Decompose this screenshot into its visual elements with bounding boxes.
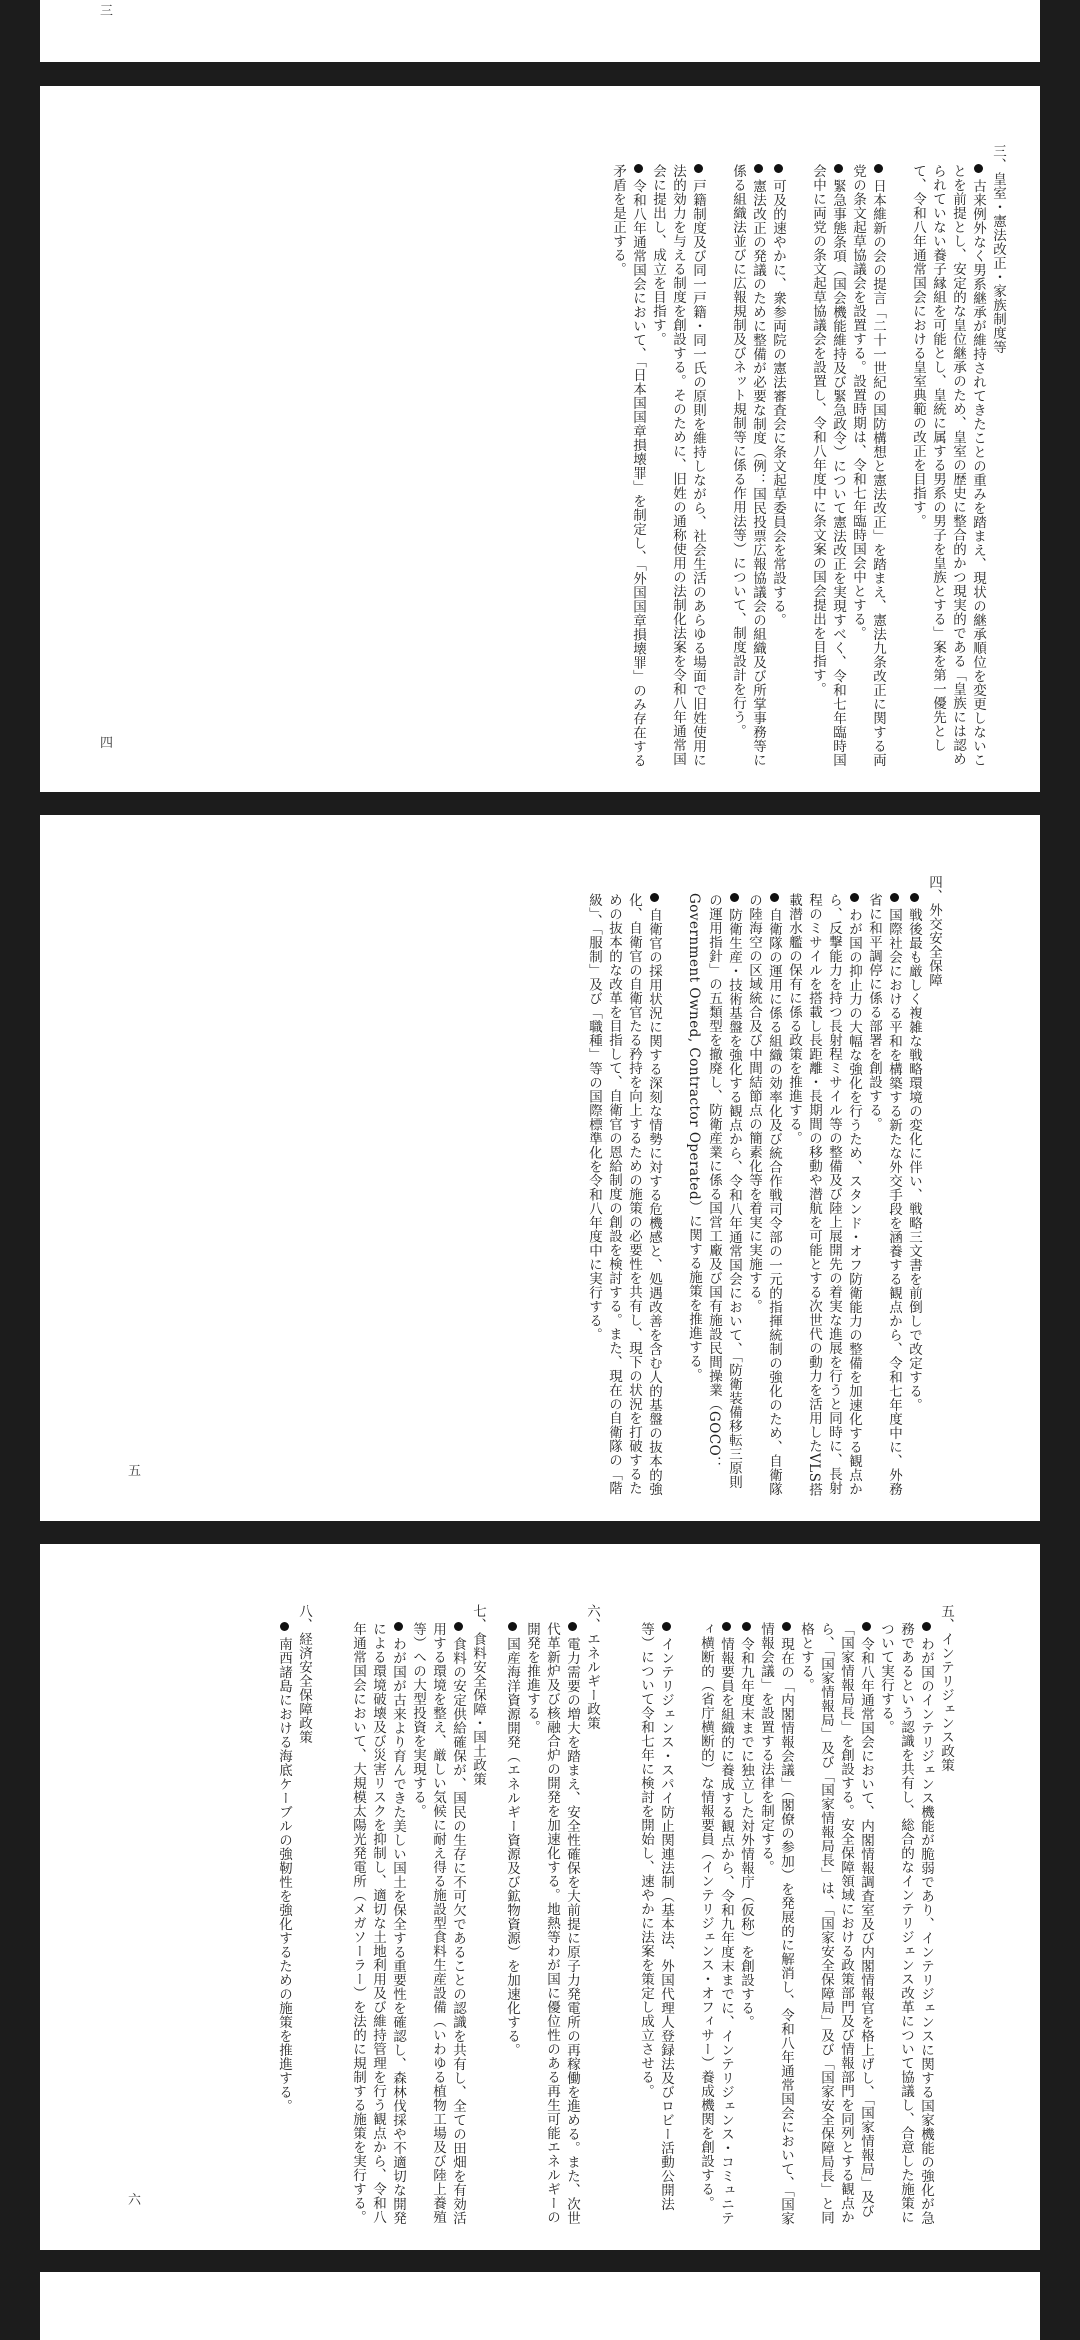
- document-page-1: [40, 0, 1040, 62]
- bullet-text: 令和八年通常国会において、内閣情報調査室及び内閣情報官を格上げし、「国家情報局」及び「国家情報局長」を創設する。安全保障領域における政策部門及び情報部門を同列とする観点から、「国家情報局」及び「国家情報局長」は、「国家安全保障局」及び「国家安全保障局長」と同格とする。: [798, 1622, 874, 2225]
- bullet-item: [708, 164, 768, 770]
- bullet-icon: [922, 1622, 931, 1631]
- bullet-item: [756, 1622, 796, 2228]
- bullet-text: 戸籍制度及び同一戸籍・同一氏の原則を維持しながら、社会生活のあらゆる場面で旧姓使用に法的効力を与える制度を創設する。そのために、旧姓の通称使用の法制化法案を令和八年通常国会に提出し、成立を目指す。: [650, 164, 706, 767]
- bullet-text: 令和九年度末までに独立した対外情報庁（仮称）を創設する。: [738, 1637, 754, 2029]
- bullet-item: [788, 164, 848, 770]
- bullet-item: [502, 1622, 522, 2228]
- bullet-item: [328, 1622, 408, 2228]
- bullet-item: [736, 1622, 756, 2228]
- bullet-text: 南西諸島における海底ケーブルの強靭性を強化するための施策を推進する。: [276, 1637, 292, 2113]
- bullet-text: 情報要員を組織的に養成する観点から、令和九年度末までに、インテリジェンス・コミュニティ横断的（省庁横断的）な情報要員（インテリジェンス・オフィサー）養成機関を創設する。: [698, 1622, 734, 2225]
- page-number: 三: [100, 4, 114, 19]
- bullet-text: 可及的速やかに、衆参両院の憲法審査会に条文起草委員会を常設する。: [770, 179, 786, 627]
- bullet-item: [796, 1622, 876, 2228]
- bullet-text: 日本維新の会の提言「二十一世紀の国防構想と憲法改正」を踏まえ、憲法九条改正に関する両党の条文起草協議会を設置する。設置時期は、令和七年臨時国会中とする。: [850, 164, 886, 767]
- bullet-icon: [910, 893, 919, 902]
- bullet-icon: [770, 893, 779, 902]
- bullet-item: [616, 1622, 676, 2228]
- section-heading: 五、インテリジェンス政策: [938, 1604, 954, 1772]
- bullet-text: 令和八年通常国会において、「日本国国章損壊罪」を制定し、「外国国章損壊罪」のみ存在する矛盾を是正する。: [610, 164, 646, 768]
- bullet-icon: [862, 1622, 871, 1631]
- bullet-icon: [454, 1622, 463, 1631]
- bullet-item: [848, 164, 888, 770]
- bullet-text: 国産海洋資源開発（エネルギー資源及び鉱物資源）を加速化する。: [504, 1637, 520, 2057]
- bullet-icon: [394, 1622, 403, 1631]
- bullet-icon: [694, 164, 703, 173]
- bullet-icon: [280, 1622, 289, 1631]
- bullet-text: わが国の抑止力の大幅な強化を行うため、スタンド・オフ防衛能力の整備を加速化する観点から、反撃能力を持つ長射程ミサイル等の整備及び陸上展開先の着実な進展を行うと同時に、長射程のミサイルを搭載し長距離・長期間の移動や潜航を可能とする次世代の動力を活用したVLS搭載潜水艦の保有に係る政策を推進する。: [786, 893, 862, 1497]
- bullet-icon: [662, 1622, 671, 1631]
- bullet-icon: [730, 893, 739, 902]
- page-number: 六: [128, 2193, 142, 2208]
- document-page-2: [40, 86, 1040, 792]
- bullet-text: わが国が古来より育んできた美しい国土を保全する重要性を確認し、森林伐採や不適切な開発による環境破壊及び災害リスクを抑制し、適切な土地利用及び維持管理を行う観点から、令和八年通常国会において、大規模太陽光発電所（メガソーラー）を法的に規制する施策を実行する。: [350, 1622, 406, 2225]
- bullet-item: [904, 893, 924, 1499]
- section-heading: 八、経済安全保障政策: [296, 1604, 312, 1744]
- section-heading: 三、皇室・憲法改正・家族制度等: [990, 144, 1006, 354]
- section-heading: 七、食料安全保障・国土政策: [470, 1604, 486, 1786]
- bullet-icon: [974, 164, 983, 173]
- bullet-text: 電力需要の増大を踏まえ、安全性確保を大前提に原子力発電所の再稼働を進める。また、次世代革新炉及び核融合炉の開発を加速化する。地熱等わが国に優位性のある再生可能エネルギーの開発を推進する。: [524, 1622, 580, 2225]
- bullet-item: [676, 1622, 736, 2228]
- bullet-icon: [508, 1622, 517, 1631]
- bullet-text: 緊急事態条項（国会機能維持及び緊急政令）について憲法改正を実現すべく、令和七年臨時国会中に両党の条文起草協議会を設置し、令和八年度中に条文案の国会提出を目指す。: [810, 164, 846, 767]
- document-page-5: [40, 2272, 1040, 2340]
- bullet-icon: [722, 1622, 731, 1631]
- bullet-text: 自衛官の採用状況に関する深刻な情勢に対する危機感と、処遇改善を含む人的基盤の抜本的強化、自衛官の自衛官たる矜持を向上するための施策の必要性を共有し、現下の状況を打破するための抜本的な改革を目指して、自衛官の恩給制度の創設を検討する。また、現在の自衛隊の「階級」、「服制」及び「職種」等の国際標準化を令和八年度中に実行する。: [586, 893, 662, 1496]
- bullet-text: わが国のインテリジェンス機能が脆弱であり、インテリジェンスに関する国家機能の強化が急務であるという認識を共有し、総合的なインテリジェンス改革について協議し、合意した施策について実行する。: [878, 1622, 934, 2225]
- bullet-icon: [742, 1622, 751, 1631]
- document-page-4: [40, 1544, 1040, 2250]
- section-heading: 六、エネルギー政策: [584, 1604, 600, 1730]
- document-page-3: [40, 815, 1040, 1521]
- bullet-icon: [634, 164, 643, 173]
- bullet-icon: [568, 1622, 577, 1631]
- bullet-text: 古来例外なく男系継承が維持されてきたことの重みを踏まえ、現状の継承順位を変更しないことを前提とし、安定的な皇位継承のため、皇室の歴史に整合的かつ現実的である「皇族には認められていない養子縁組を可能とし、皇統に属する男系の男子を皇族とする」案を第一優先として、令和八年通常国会における皇室典範の改正を目指す。: [910, 164, 986, 767]
- bullet-item: [888, 164, 988, 770]
- bullet-icon: [650, 893, 659, 902]
- bullet-item: [664, 893, 744, 1499]
- bullet-item: [784, 893, 864, 1499]
- bullet-item: [744, 893, 784, 1499]
- bullet-icon: [774, 164, 783, 173]
- bullet-text: 食料の安定供給確保が、国民の生存に不可欠であることの認識を共有し、全ての田畑を有効活用する環境を整え、厳しい気候に耐え得る施設型食料生産設備（いわゆる植物工場及び陸上養殖等）への大型投資を実現する。: [410, 1622, 466, 2225]
- bullet-item: [408, 1622, 468, 2228]
- bullet-text: 国際社会における平和を構築する新たな外交手段を涵養する観点から、令和七年度中に、外務省に和平調停に係る部署を創設する。: [866, 893, 902, 1496]
- page-number: 四: [100, 736, 114, 751]
- bullet-text: 現在の「内閣情報会議」（閣僚の参加）を発展的に解消し、令和八年通常国会において、「国家情報会議」を設置する法律を制定する。: [758, 1622, 794, 2226]
- bullet-icon: [834, 164, 843, 173]
- bullet-item: [522, 1622, 582, 2228]
- bullet-item: [768, 164, 788, 770]
- bullet-text: 戦後最も厳しく複雑な戦略環境の変化に伴い、戦略三文書を前倒しで改定する。: [906, 908, 922, 1412]
- bullet-icon: [782, 1622, 791, 1631]
- page-number: 五: [128, 1464, 142, 1479]
- bullet-item: [864, 893, 904, 1499]
- section-heading: 四、外交安全保障: [926, 875, 942, 987]
- bullet-text: 憲法改正の発議のために整備が必要な制度（例：国民投票広報協議会の組織及び所掌事務等に係る組織法並びに広報規制及びネット規制等に係る作用法等）について、制度設計を行う。: [730, 164, 766, 767]
- bullet-text: インテリジェンス・スパイ防止関連法制（基本法、外国代理人登録法及びロビー活動公開法等）について令和七年に検討を開始し、速やかに法案を策定し成立させる。: [638, 1622, 674, 2211]
- bullet-item: [564, 893, 664, 1499]
- bullet-item: [274, 1622, 294, 2228]
- bullet-icon: [850, 893, 859, 902]
- bullet-icon: [890, 893, 899, 902]
- bullet-item: [648, 164, 708, 770]
- bullet-icon: [874, 164, 883, 173]
- bullet-item: [876, 1622, 936, 2228]
- bullet-item: [608, 164, 648, 770]
- bullet-icon: [754, 164, 763, 173]
- bullet-text: 防衛生産・技術基盤を強化する観点から、令和八年通常国会において、「防衛装備移転三原則の運用指針」の五類型を撤廃し、防衛産業に係る国営工廠及び国有施設民間操業（GOCO：Government Owned, Contractor Operated）に関する施策を推進する。: [686, 893, 742, 1490]
- bullet-text: 自衛隊の運用に係る組織の効率化及び統合作戦司令部の一元的指揮統制の強化のため、自衛隊の陸海空の区域統合及び中間結節点の簡素化等を着実に実施する。: [746, 893, 782, 1496]
